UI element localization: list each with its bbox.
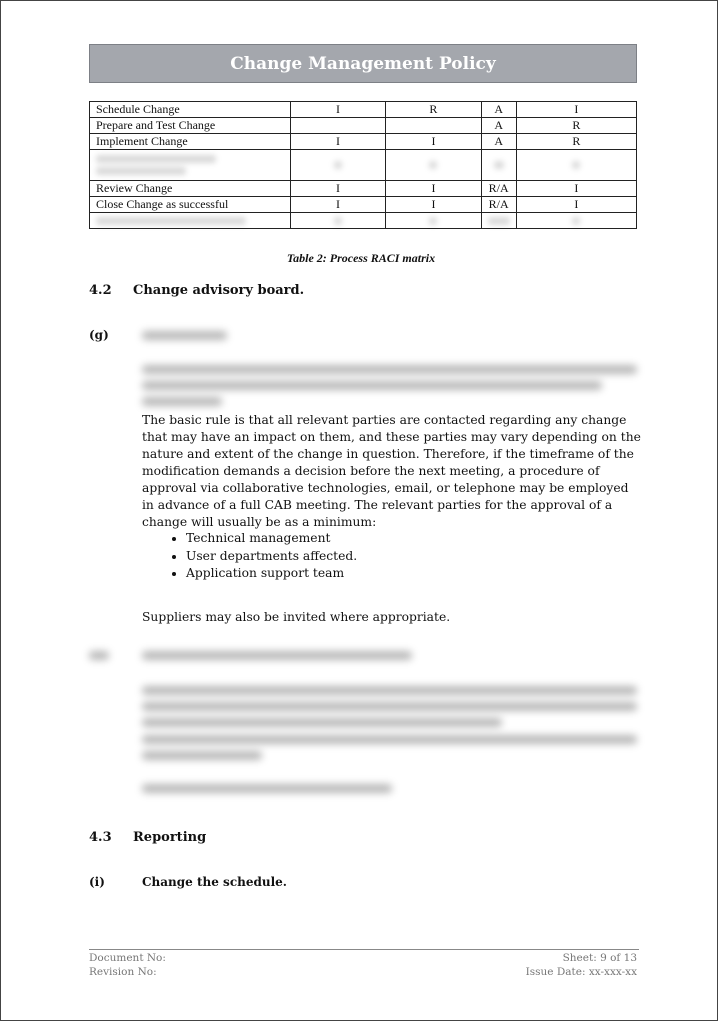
raci-cell: I bbox=[290, 181, 385, 197]
list-item: • Application support team bbox=[186, 565, 357, 583]
raci-cell: I bbox=[386, 181, 481, 197]
blurred-cell bbox=[481, 213, 516, 229]
item-label-g: (g) bbox=[89, 328, 109, 342]
raci-cell: R bbox=[516, 118, 636, 134]
blurred-cell bbox=[386, 150, 481, 181]
section-title: Reporting bbox=[133, 830, 207, 845]
footer-divider bbox=[89, 949, 639, 950]
table-row bbox=[90, 102, 637, 118]
item-label-i: (i) bbox=[89, 875, 105, 889]
table-row bbox=[90, 134, 637, 150]
blurred-table-row bbox=[90, 150, 637, 181]
blurred-cell bbox=[90, 150, 291, 181]
header-bar bbox=[89, 44, 637, 83]
raci-cell: R/A bbox=[481, 197, 516, 213]
blurred-cell bbox=[290, 213, 385, 229]
raci-cell bbox=[386, 118, 481, 134]
footer-sheet: Sheet: 9 of 13 bbox=[562, 952, 637, 964]
redacted-text bbox=[142, 365, 637, 374]
raci-cell bbox=[290, 118, 385, 134]
table-caption: Table 2: Process RACI matrix bbox=[286, 251, 436, 265]
raci-table bbox=[89, 101, 637, 229]
raci-cell: A bbox=[481, 118, 516, 134]
section-number: 4.3 bbox=[89, 830, 112, 845]
suppliers-note: Suppliers may also be invited where appropriate. bbox=[142, 610, 451, 624]
section-number: 4.2 bbox=[89, 283, 112, 298]
raci-cell: I bbox=[516, 197, 636, 213]
list-item: • Technical management bbox=[186, 530, 357, 548]
cab-paragraph: The basic rule is that all relevant parties are contacted regarding any change that may have an impact on them, and these parties may vary depending on the nature and extent of the change in question. Therefore, if the timeframe of the modification demands a decision before the next meeting, a procedure of approval via collaborative technologies, email, or telephone may be employed in advance of a full CAB meeting. The relevant parties for the approval of a change will usually be as a minimum: bbox=[142, 413, 641, 529]
footer-document-no: Document No: bbox=[89, 952, 166, 964]
blurred-cell bbox=[386, 213, 481, 229]
blurred-table-row bbox=[90, 213, 637, 229]
table-row bbox=[90, 181, 637, 197]
relevant-parties-list bbox=[142, 530, 357, 583]
redacted-text bbox=[89, 651, 109, 660]
redacted-text bbox=[142, 381, 602, 390]
raci-cell: I bbox=[386, 197, 481, 213]
activity-cell: Review Change bbox=[90, 181, 291, 197]
activity-cell: Prepare and Test Change bbox=[90, 118, 291, 134]
footer-revision-no: Revision No: bbox=[89, 966, 157, 978]
redacted-text bbox=[142, 686, 637, 695]
redacted-text bbox=[142, 397, 222, 406]
section-heading-4-3 bbox=[89, 830, 206, 845]
raci-cell: I bbox=[386, 134, 481, 150]
activity-cell: Close Change as successful bbox=[90, 197, 291, 213]
raci-cell: A bbox=[481, 102, 516, 118]
blurred-cell bbox=[90, 213, 291, 229]
raci-cell: I bbox=[290, 102, 385, 118]
raci-cell: I bbox=[290, 134, 385, 150]
table-row bbox=[90, 118, 637, 134]
redacted-text bbox=[142, 751, 262, 760]
footer-issue-date: Issue Date: xx-xxx-xx bbox=[525, 966, 637, 978]
blurred-cell bbox=[481, 150, 516, 181]
redacted-text bbox=[142, 651, 412, 660]
item-title-i: Change the schedule. bbox=[142, 875, 287, 889]
blurred-cell bbox=[516, 213, 636, 229]
raci-cell: R bbox=[386, 102, 481, 118]
redacted-text bbox=[142, 331, 227, 340]
redacted-text bbox=[142, 702, 637, 711]
list-item: • User departments affected. bbox=[186, 548, 357, 566]
raci-cell: R/A bbox=[481, 181, 516, 197]
document-title: Change Management Policy bbox=[230, 53, 496, 74]
redacted-text bbox=[142, 718, 502, 727]
raci-cell: I bbox=[290, 197, 385, 213]
activity-cell: Implement Change bbox=[90, 134, 291, 150]
raci-cell: I bbox=[516, 181, 636, 197]
raci-cell: A bbox=[481, 134, 516, 150]
redacted-text bbox=[142, 784, 392, 793]
blurred-cell bbox=[516, 150, 636, 181]
redacted-text bbox=[142, 735, 637, 744]
section-heading-4-2 bbox=[89, 283, 304, 298]
table-row bbox=[90, 197, 637, 213]
blurred-cell bbox=[290, 150, 385, 181]
raci-cell: R bbox=[516, 134, 636, 150]
section-title: Change advisory board. bbox=[133, 283, 305, 298]
activity-cell: Schedule Change bbox=[90, 102, 291, 118]
raci-cell: I bbox=[516, 102, 636, 118]
